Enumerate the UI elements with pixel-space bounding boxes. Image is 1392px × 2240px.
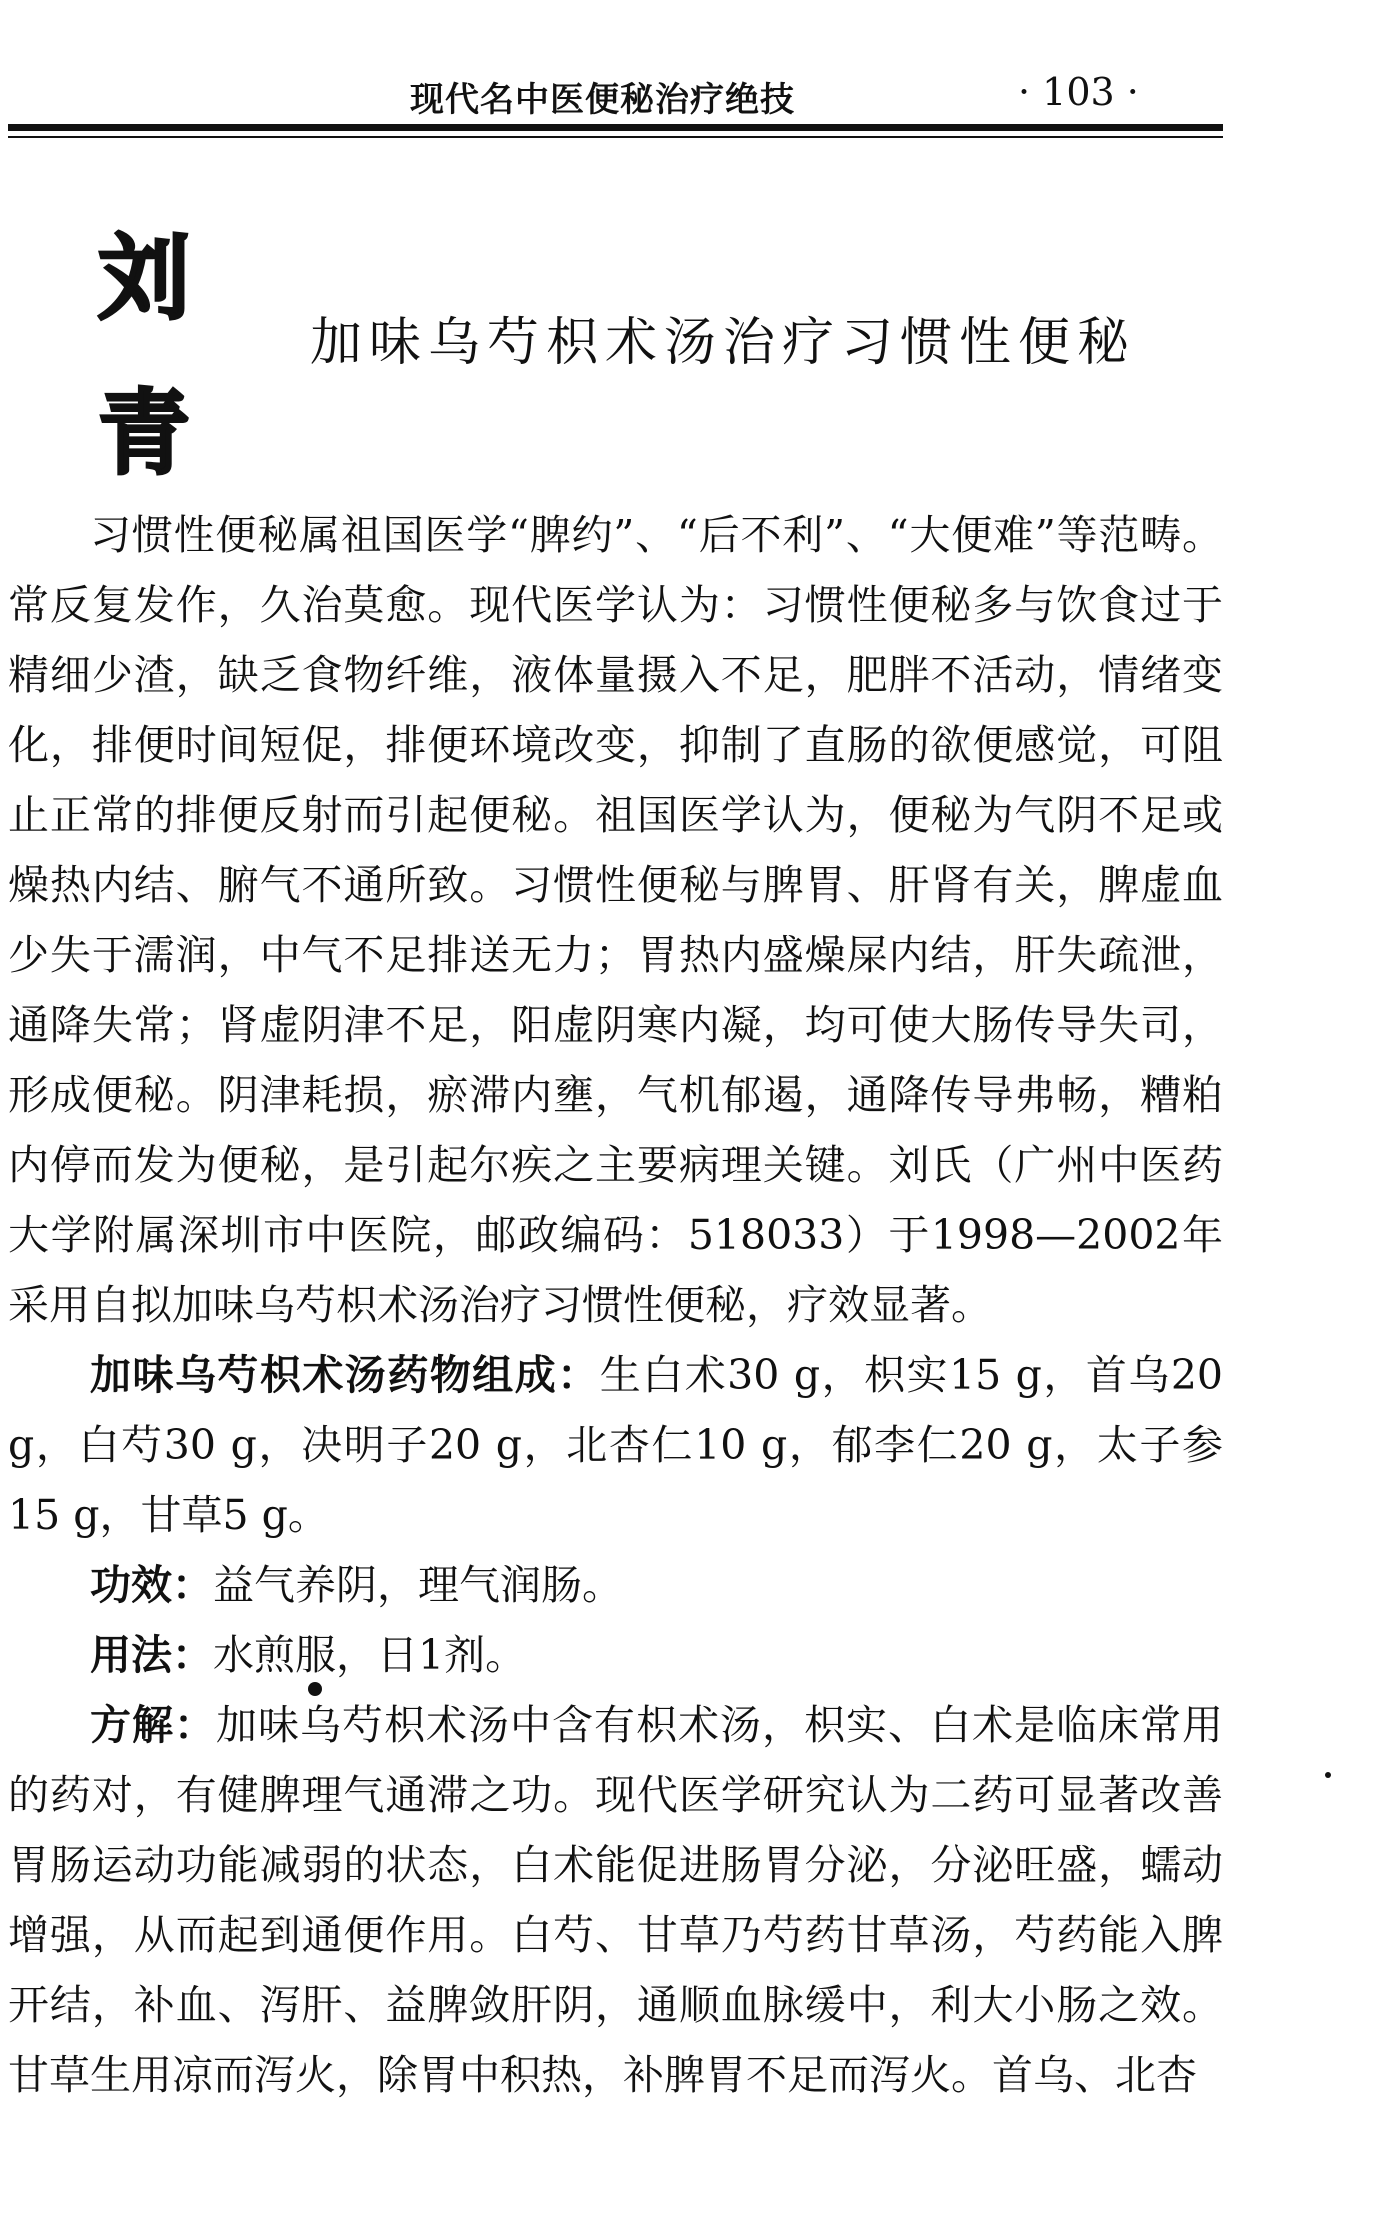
intro-paragraph: 习惯性便秘属祖国医学“脾约”、“后不利”、“大便难”等范畴。常反复发作，久治莫愈。现代医学认为：习惯性便秘多与饮食过于精细少渣，缺乏食物纤维，液体量摄入不足，肥胖不活动，情绪变化，排便时间短促，排便环境改变，抑制了直肠的欲便感觉，可阻止正常的排便反射而引起便秘。祖国医学认为，便秘为气阴不足或燥热内结、腑气不通所致。习惯性便秘与脾胃、肝肾有关，脾虚血少失于濡润，中气不足排送无力；胃热内盛燥屎内结，肝失疏泄，通降失常；肾虚阴津不足，阳虚阴寒内凝，均可使大肠传导失司，形成便秘。阴津耗损，瘀滞内壅，气机郁遏，通降传导弗畅，糟粕内停而发为便秘，是引起尔疾之主要病理关键。刘氏（广州中医药大学附属深圳市中医院，邮政编码：518033）于1998—2002年采用自拟加味乌芍枳术汤治疗习惯性便秘，疗效显著。 — [8, 511, 1223, 1329]
composition-label: 加味乌芍枳术汤药物组成： — [90, 1351, 600, 1399]
author-name-char-1: 刘 — [98, 224, 191, 332]
efficacy-paragraph — [8, 1550, 1223, 1620]
analysis-paragraph — [8, 1690, 1223, 2110]
usage-text: 水煎服，日1剂。 — [213, 1631, 527, 1679]
header-rule-thick — [8, 124, 1223, 131]
header-rule-thin — [8, 136, 1223, 138]
page-number: · 103 · — [1018, 70, 1139, 114]
efficacy-label: 功效： — [90, 1561, 213, 1609]
usage-label: 用法： — [90, 1631, 213, 1679]
scan-speck — [1325, 1772, 1331, 1778]
composition-paragraph — [8, 1340, 1223, 1550]
book-title: 现代名中医便秘治疗绝技 — [410, 80, 795, 120]
article-body — [8, 500, 1223, 2110]
article-title: 加味乌芍枳术汤治疗习惯性便秘 — [310, 313, 1137, 373]
analysis-text: 加味乌芍枳术汤中含有枳术汤，枳实、白术是临床常用的药对，有健脾理气通滞之功。现代医学研究认为二药可显著改善胃肠运动功能减弱的状态，白术能促进肠胃分泌，分泌旺盛，蠕动增强，从而起到通便作用。白芍、甘草乃芍药甘草汤，芍药能入脾开结，补血、泻肝、益脾敛肝阴，通顺血脉缓中，利大小肠之效。甘草生用凉而泻火，除胃中积热，补脾胃不足而泻火。首乌、北杏 — [8, 1701, 1223, 2099]
author-name-char-2: 青 — [98, 379, 191, 487]
scan-speck — [308, 1682, 322, 1696]
running-header — [8, 60, 1223, 120]
usage-paragraph — [8, 1620, 1223, 1690]
composition-text: 生白术30 g，枳实15 g，首乌20 g，白芍30 g，决明子20 g，北杏仁10 g，郁李仁20 g，太子参15 g，甘草5 g。 — [8, 1351, 1224, 1539]
analysis-label: 方解： — [90, 1701, 216, 1749]
efficacy-text: 益气养阴，理气润肠。 — [213, 1561, 623, 1609]
